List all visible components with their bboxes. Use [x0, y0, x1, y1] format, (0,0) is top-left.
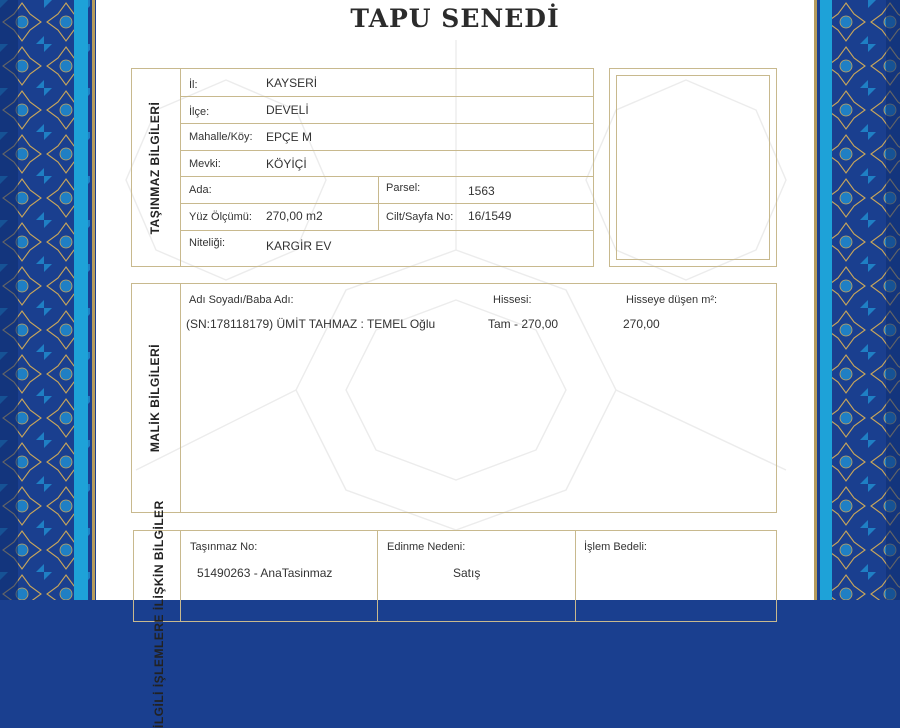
yuz-olcumu-label: Yüz Ölçümü:: [189, 211, 252, 223]
mahalle-label: Mahalle/Köy:: [189, 131, 253, 143]
tasinmaz-no-value: 51490263 - AnaTasinmaz: [197, 566, 333, 580]
yuz-olcumu-value: 270,00 m2: [266, 209, 323, 223]
cilt-sayfa-value: 16/1549: [468, 209, 512, 223]
islem-bedeli-label: İşlem Bedeli:: [584, 541, 647, 553]
owner-share-header: Hissesi:: [493, 294, 532, 306]
mahalle-value: EPÇE M: [266, 130, 313, 144]
owner-name: (SN:178118179) ÜMİT TAHMAZ : TEMEL Oğlu: [186, 317, 436, 331]
photo-frame-inner: [616, 75, 770, 260]
photo-frame-outer: [609, 68, 777, 267]
owner-share: Tam - 270,00: [488, 317, 559, 331]
ada-label: Ada:: [189, 184, 212, 196]
owner-name-header: Adı Soyadı/Baba Adı:: [189, 294, 294, 306]
niteligi-label: Niteliği:: [189, 237, 226, 249]
document-title: TAPU SENEDİ: [350, 4, 560, 33]
transaction-section-label: İLGİLİ İŞLEMLERE İLİŞKİN BİLGİLER: [152, 500, 166, 728]
owner-section-label: MALİK BİLGİLERİ: [148, 343, 162, 453]
parsel-value: 1563: [468, 184, 495, 198]
property-info-section: [131, 68, 594, 267]
deed-paper: [96, 0, 814, 728]
property-section-label: TAŞINMAZ BİLGİLERİ: [148, 101, 162, 235]
ilce-value: DEVELİ: [266, 103, 309, 117]
mevki-label: Mevki:: [189, 158, 221, 170]
decorative-border-right: [820, 0, 900, 600]
tasinmaz-no-label: Taşınmaz No:: [190, 541, 258, 553]
frame-line-right: [814, 0, 817, 600]
parsel-label: Parsel:: [386, 182, 421, 194]
edinme-nedeni-value: Satış: [453, 566, 481, 580]
niteligi-value: KARGİR EV: [266, 239, 332, 253]
frame-line-left: [92, 0, 95, 600]
owner-area-header: Hisseye düşen m²:: [626, 294, 718, 306]
il-value: KAYSERİ: [266, 76, 318, 90]
mevki-value: KÖYİÇİ: [266, 157, 307, 171]
owner-area: 270,00: [623, 317, 660, 331]
decorative-border-left: [0, 0, 90, 600]
il-label: İl:: [189, 79, 198, 91]
ilce-label: İlçe:: [189, 106, 210, 118]
cilt-sayfa-label: Cilt/Sayfa No:: [386, 211, 454, 223]
edinme-nedeni-label: Edinme Nedeni:: [387, 541, 466, 553]
owner-info-section: [131, 283, 777, 513]
transaction-info-section: [133, 500, 777, 728]
